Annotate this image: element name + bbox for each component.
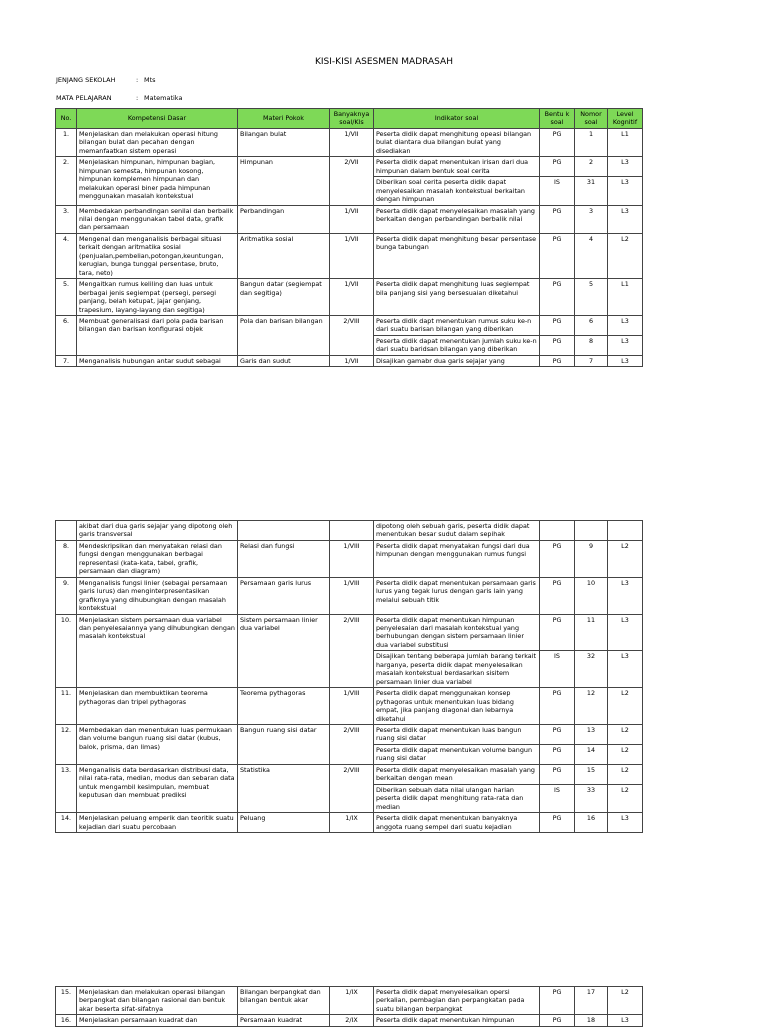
cell-no: 13. — [56, 764, 77, 812]
cell-indikator: Peserta didik dapat menyelesaikan masalah yang berkaitan dengan mean — [374, 764, 540, 784]
cell-bentuk: PG — [540, 987, 575, 1015]
cell-banyak: 2/VIII — [330, 724, 374, 764]
cell-banyak: 1/VII — [330, 279, 374, 316]
cell-banyak: 2/IX — [330, 1015, 374, 1026]
cell-nomor: 4 — [575, 233, 608, 278]
cell-indikator: Diberikan sebuah data nilai ulangan harian peserta didik dapat menghitung rata-rata dan median — [374, 784, 540, 812]
table-row — [56, 233, 643, 278]
cell-materi: Peluang — [238, 813, 330, 833]
cell-level: L2 — [608, 744, 643, 764]
header-materi: Materi Pokok — [238, 109, 330, 129]
cell-nomor: 9 — [575, 540, 608, 577]
cell-level: L3 — [608, 355, 643, 366]
cell-kompetensi: Mendeskripsikan dan menyatakan relasi dan fungsi dengan menggunakan berbagai representasi (kata-kata, tabel, grafik, persamaan dan diagram) — [77, 540, 238, 577]
cell-level: L2 — [608, 688, 643, 725]
table-row — [56, 157, 643, 177]
cell-nomor: 3 — [575, 205, 608, 233]
cell-banyak: 1/IX — [330, 813, 374, 833]
header-banyak: Banyaknya soal/Kls — [330, 109, 374, 129]
cell-indikator: Peserta didik dapat menentukan himpunan penyelesaian dari masalah kontekstual yang berhubungan dengan sistem persamaan linier dua variabel substitusi — [374, 614, 540, 651]
cell-materi: Relasi dan fungsi — [238, 540, 330, 577]
cell-kompetensi: Menjelaskan persamaan kuadrat dan — [77, 1015, 238, 1026]
cell-kompetensi: Membedakan perbandingan senilai dan berbalik nilai dengan menggunakan tabel data, grafik dan persamaan — [77, 205, 238, 233]
cell-no: 2. — [56, 157, 77, 205]
cell-no: 16. — [56, 1015, 77, 1026]
cell-nomor: 10 — [575, 577, 608, 614]
cell-level: L2 — [608, 764, 643, 784]
kisi-table-page-1 — [55, 108, 643, 367]
cell-materi: Himpunan — [238, 157, 330, 205]
cell-level: L2 — [608, 724, 643, 744]
meta-value: Matematika — [144, 94, 183, 102]
cell-level: L2 — [608, 987, 643, 1015]
cell-indikator: Peserta didik dapat menghitung opeasi bilangan bulat diantara dua bilangan bulat yang disediakan — [374, 128, 540, 156]
header-kompetensi: Kompetensi Dasar — [77, 109, 238, 129]
cell-indikator: Peserta didik dapat menentukan volume bangun ruang sisi datar — [374, 744, 540, 764]
cell-nomor: 15 — [575, 764, 608, 784]
cell-no: 8. — [56, 540, 77, 577]
cell-materi: Perbandingan — [238, 205, 330, 233]
cell-kompetensi: Membuat generalisasi dari pola pada barisan bilangan dan barisan konfigurasi objek — [77, 315, 238, 355]
cell-bentuk: PG — [540, 315, 575, 335]
table-row — [56, 614, 643, 651]
cell-materi: Bangun ruang sisi datar — [238, 724, 330, 764]
cell-no: 7. — [56, 355, 77, 366]
cell-banyak — [330, 521, 374, 541]
cell-materi: Persamaan garis lurus — [238, 577, 330, 614]
cell-level: L1 — [608, 128, 643, 156]
cell-kompetensi: Mengenal dan menganalisis berbagai situasi terkait dengan aritmatika sosial (penjualan,pembelian,potongan,keuntungan, kerugian, bunga tunggal persentase, bruto, tara, neto) — [77, 233, 238, 278]
table-row — [56, 279, 643, 316]
cell-materi: Bangun datar (segiempat dan segitiga) — [238, 279, 330, 316]
cell-level: L3 — [608, 651, 643, 688]
cell-no — [56, 521, 77, 541]
table-row — [56, 1015, 643, 1026]
cell-indikator: Disajikan gamabr dua garis sejajar yang — [374, 355, 540, 366]
table-body — [56, 521, 643, 833]
cell-banyak: 1/VIII — [330, 540, 374, 577]
meta-row-jenjang: JENJANG SEKOLAH : Mts — [56, 76, 156, 84]
table-row — [56, 764, 643, 784]
cell-materi — [238, 521, 330, 541]
cell-nomor: 18 — [575, 1015, 608, 1026]
cell-indikator: Diberikan soal cerita peserta didik dapat menyelesaikan masalah kontekstual berkaitan dengan himpunan — [374, 177, 540, 205]
meta-value: Mts — [144, 76, 156, 84]
meta-row-mapel: MATA PELAJARAN : Matematika — [56, 94, 183, 102]
cell-nomor: 11 — [575, 614, 608, 651]
cell-nomor — [575, 521, 608, 541]
cell-kompetensi: Menjelaskan himpunan, himpunan bagian, himpunan semesta, himpunan kosong, himpunan komplemen himpunan dan melakukan operasi biner pada himpunan menggunakan masalah kontekstual — [77, 157, 238, 205]
cell-kompetensi: Membedakan dan menentukan luas permukaan dan volume bangun ruang sisi datar (kubus, balok, prisma, dan limas) — [77, 724, 238, 764]
cell-no: 6. — [56, 315, 77, 355]
cell-no: 9. — [56, 577, 77, 614]
cell-nomor: 16 — [575, 813, 608, 833]
cell-indikator: Disajikan tentang beberapa jumlah barang terkait harganya, peserta didik dapat menyelesaikan masalah kontekstual berdasarkan sisitem persamaan linier dua variabel — [374, 651, 540, 688]
header-indikator: Indikator soal — [374, 109, 540, 129]
table-row — [56, 577, 643, 614]
cell-indikator: Peserta didik dapat menentukan persamaan garis lurus yang tegak lurus dengan garis lain yang melalui sebuah titik — [374, 577, 540, 614]
cell-bentuk: PG — [540, 577, 575, 614]
cell-materi: Aritmatika sosial — [238, 233, 330, 278]
cell-level: L3 — [608, 335, 643, 355]
cell-kompetensi: Menjelaskan dan membuktikan teorema pythagoras dan tripel pythagoras — [77, 688, 238, 725]
cell-nomor: 13 — [575, 724, 608, 744]
cell-bentuk: PG — [540, 157, 575, 177]
cell-no: 4. — [56, 233, 77, 278]
table-row — [56, 987, 643, 1015]
cell-banyak: 2/VIII — [330, 614, 374, 688]
cell-kompetensi: Menjelaskan dan melakukan operasi hitung bilangan bulat dan pecahan dengan memanfaatkan sistem operasi — [77, 128, 238, 156]
cell-nomor: 17 — [575, 987, 608, 1015]
cell-kompetensi: Menjelaskan peluang emperik dan teoritik suatu kejadian dari suatu percobaan — [77, 813, 238, 833]
cell-level: L3 — [608, 1015, 643, 1026]
kisi-table-page-2 — [55, 520, 643, 833]
cell-nomor: 8 — [575, 335, 608, 355]
cell-banyak: 1/VII — [330, 205, 374, 233]
meta-label: MATA PELAJARAN — [56, 94, 112, 102]
cell-level: L2 — [608, 784, 643, 812]
table-header-row — [56, 109, 643, 129]
cell-materi: Pola dan barisan bilangan — [238, 315, 330, 355]
cell-bentuk: PG — [540, 813, 575, 833]
cell-indikator: Peserta didik dapt menentukan rumus suku ke-n dari suatu barisan bilangan yang diberikan — [374, 315, 540, 335]
cell-bentuk: PG — [540, 764, 575, 784]
cell-level: L1 — [608, 279, 643, 316]
cell-nomor: 33 — [575, 784, 608, 812]
cell-level: L2 — [608, 233, 643, 278]
cell-banyak: 1/VIII — [330, 688, 374, 725]
header-nomor: Nomor soal — [575, 109, 608, 129]
cell-banyak: 1/VIII — [330, 577, 374, 614]
cell-no: 14. — [56, 813, 77, 833]
cell-bentuk: PG — [540, 128, 575, 156]
cell-level: L3 — [608, 577, 643, 614]
cell-indikator: Peserta didik dapat menyatakan fungsi dari dua himpunan dengan menggunakan rumus fungsi — [374, 540, 540, 577]
table-body — [56, 128, 643, 366]
table-row — [56, 813, 643, 833]
header-level: Level Kognitif — [608, 109, 643, 129]
cell-bentuk: IS — [540, 651, 575, 688]
cell-no: 11. — [56, 688, 77, 725]
cell-nomor: 1 — [575, 128, 608, 156]
cell-banyak: 1/VII — [330, 128, 374, 156]
cell-nomor: 6 — [575, 315, 608, 335]
cell-indikator: Peserta didik dapat menentukan irisan dari dua himpunan dalam bentuk soal cerita — [374, 157, 540, 177]
cell-no: 15. — [56, 987, 77, 1015]
table-row — [56, 315, 643, 335]
cell-materi: Garis dan sudut — [238, 355, 330, 366]
cell-bentuk: PG — [540, 744, 575, 764]
cell-kompetensi: Menjelaskan sistem persamaan dua variabel dan penyelesaiannya yang dihubungkan dengan masalah kontekstual — [77, 614, 238, 688]
meta-label: JENJANG SEKOLAH — [56, 76, 116, 84]
cell-indikator: Peserta didik dapat menentukan banyaknya anggota ruang sempel dari suatu kejadian — [374, 813, 540, 833]
cell-level: L2 — [608, 540, 643, 577]
cell-level: L3 — [608, 177, 643, 205]
cell-materi: Statistika — [238, 764, 330, 812]
cell-bentuk: PG — [540, 335, 575, 355]
cell-materi: Bilangan berpangkat dan bilangan bentuk akar — [238, 987, 330, 1015]
table-row — [56, 688, 643, 725]
cell-no: 1. — [56, 128, 77, 156]
cell-no: 10. — [56, 614, 77, 688]
cell-level: L3 — [608, 813, 643, 833]
cell-bentuk: IS — [540, 177, 575, 205]
cell-bentuk: PG — [540, 724, 575, 744]
cell-kompetensi: Menjelaskan dan melakukan operasi bilangan berpangkat dan bilangan rasional dan bentuk akar beserta sifat-sifatnya — [77, 987, 238, 1015]
cell-materi: Sistem persamaan linier dua variabel — [238, 614, 330, 688]
cell-banyak: 2/VIII — [330, 764, 374, 812]
cell-nomor: 32 — [575, 651, 608, 688]
cell-bentuk — [540, 521, 575, 541]
cell-no: 3. — [56, 205, 77, 233]
table-body — [56, 987, 643, 1027]
header-bentuk: Bentu k soal — [540, 109, 575, 129]
cell-level: L3 — [608, 315, 643, 335]
table-row — [56, 540, 643, 577]
cell-bentuk: PG — [540, 355, 575, 366]
cell-no: 5. — [56, 279, 77, 316]
cell-indikator: Peserta didik dapat menentukan luas bangun ruang sisi datar — [374, 724, 540, 744]
cell-banyak: 2/VII — [330, 157, 374, 205]
cell-nomor: 7 — [575, 355, 608, 366]
table-row — [56, 521, 643, 541]
cell-banyak: 1/VII — [330, 355, 374, 366]
cell-level: L3 — [608, 614, 643, 651]
cell-kompetensi: Mengaitkan rumus keliling dan luas untuk berbagai jenis segiempat (persegi, persegi panjang, belah ketupat, jajar genjang, trapesium, layang-layang dan segitiga) — [77, 279, 238, 316]
cell-indikator: Peserta didik dapat menyelesaikan opersi perkalian, pembagian dan perpangkatan pada suatu bilangan berpangkat — [374, 987, 540, 1015]
cell-indikator: Peserta didik dapat menentukan himpunan — [374, 1015, 540, 1026]
cell-indikator: Peserta didik dapat menggunakan konsep pythagoras untuk menentukan luas bidang empat, jika panjang diagonal dan lebarnya diketahui — [374, 688, 540, 725]
cell-no: 12. — [56, 724, 77, 764]
cell-kompetensi: Menganalisis data berdasarkan distribusi data, nilai rata-rata, median, modus dan sebaran data untuk mengambil kesimpulan, membuat keputusan dan membuat prediksi — [77, 764, 238, 812]
cell-bentuk: PG — [540, 279, 575, 316]
cell-nomor: 14 — [575, 744, 608, 764]
table-row — [56, 205, 643, 233]
kisi-table-page-3 — [55, 986, 643, 1027]
cell-banyak: 1/VII — [330, 233, 374, 278]
cell-bentuk: PG — [540, 1015, 575, 1026]
table-row — [56, 128, 643, 156]
cell-level: L3 — [608, 157, 643, 177]
cell-indikator: Peserta didik dapat menyelesaikan masalah yang berkaitan dengan perbandingan berbalik nilai — [374, 205, 540, 233]
table-row — [56, 724, 643, 744]
table-row — [56, 355, 643, 366]
cell-nomor: 12 — [575, 688, 608, 725]
cell-indikator: Peserta didik dapat menghitung besar persentase bunga tabungan — [374, 233, 540, 278]
cell-nomor: 31 — [575, 177, 608, 205]
cell-level — [608, 521, 643, 541]
cell-indikator: dipotong oleh sebuah garis, peserta didik dapat menentukan besar sudut dalam sepihak — [374, 521, 540, 541]
cell-kompetensi: Menganalisis hubungan antar sudut sebagai — [77, 355, 238, 366]
cell-kompetensi: Menganalisis fungsi linier (sebagai persamaan garis lurus) dan menginterpresentasikan grafiknya yang dihubungkan dengan masalah kontekstual — [77, 577, 238, 614]
cell-bentuk: PG — [540, 688, 575, 725]
cell-banyak: 2/VIII — [330, 315, 374, 355]
cell-nomor: 5 — [575, 279, 608, 316]
page-title: KISI-KISI ASESMEN MADRASAH — [315, 57, 453, 67]
cell-bentuk: PG — [540, 540, 575, 577]
cell-level: L3 — [608, 205, 643, 233]
cell-bentuk: PG — [540, 614, 575, 651]
cell-indikator: Peserta didik dapat menentukan jumlah suku ke-n dari suatu baridsan bilangan yang diberikan — [374, 335, 540, 355]
cell-materi: Teorema pythagoras — [238, 688, 330, 725]
cell-indikator: Peserta didik dapat menghitung luas segiempat bila panjang sisi yang bersesuaian diketahui — [374, 279, 540, 316]
cell-bentuk: IS — [540, 784, 575, 812]
cell-bentuk: PG — [540, 233, 575, 278]
cell-kompetensi: akibat dari dua garis sejajar yang dipotong oleh garis transversal — [77, 521, 238, 541]
header-no: No. — [56, 109, 77, 129]
cell-materi: Persamaan kuadrat — [238, 1015, 330, 1026]
cell-banyak: 1/IX — [330, 987, 374, 1015]
cell-materi: Bilangan bulat — [238, 128, 330, 156]
cell-nomor: 2 — [575, 157, 608, 177]
cell-bentuk: PG — [540, 205, 575, 233]
